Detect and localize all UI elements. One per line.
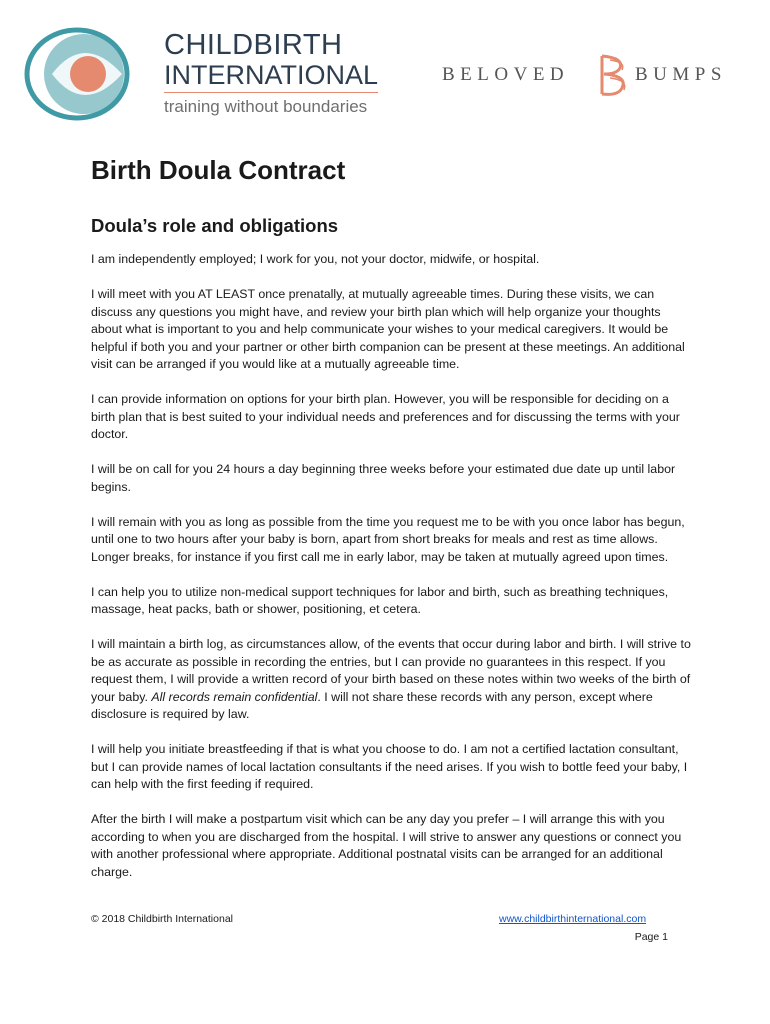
document-body	[91, 251, 691, 899]
section-heading: Doula’s role and obligations	[91, 215, 339, 236]
document-title: Birth Doula Contract	[91, 155, 346, 185]
beloved-bumps-logo	[442, 50, 742, 100]
birth-log-text-before: I will maintain a birth log, as circumstances allow, of the events that occur during labor and birth. I will strive to be as accurate as possible in recording the entries, but I can provide no guarantees in this respect. If you request them, I will provide a written record of your birth based on these notes within two weeks of the birth of your baby.	[91, 637, 691, 704]
footer-copyright: © 2018 Childbirth International	[91, 913, 233, 925]
paragraph-birth-log	[91, 636, 691, 724]
paragraph-labor-support: I will remain with you as long as possible from the time you request me to be with you once labor has begun, until one to two hours after your baby is born, apart from short breaks for meals and rest as time allows. Longer breaks, for instance if you first call me in early labor, may be taken at mutually agreed upon times.	[91, 514, 685, 564]
paragraph-breastfeeding: I will help you initiate breastfeeding if that is what you choose to do. I am not a certified lactation consultant, but I can provide names of local lactation consultants if the need arises. If you wish to bottle feed your baby, I can help with the first feeding if required.	[91, 742, 688, 791]
birth-log-emphasis: All records remain confidential	[151, 689, 318, 704]
bb-monogram-icon	[592, 52, 632, 98]
ci-emblem-icon	[22, 22, 152, 122]
paragraph-on-call: I will be on call for you 24 hours a day beginning three weeks before your estimated due date up until labor begins.	[91, 462, 676, 494]
ci-name-line1: CHILDBIRTH	[164, 29, 343, 61]
ci-tagline: training without boundaries	[164, 97, 368, 116]
footer-website-link[interactable]: www.childbirthinternational.com	[499, 913, 647, 925]
bb-right-text: BUMPS	[635, 64, 727, 85]
paragraph-employment: I am independently employed; I work for you, not your doctor, midwife, or hospital.	[91, 252, 540, 266]
paragraph-postpartum: After the birth I will make a postpartum visit which can be any day you prefer – I will arrange this with you according to when you are discharged from the hospital. I will strive to answer any questions or connect you with another professional where appropriate. Additional postnatal visits can be arranged for an additional charge.	[91, 812, 682, 879]
paragraph-prenatal-meetings: I will meet with you AT LEAST once prenatally, at mutually agreeable times. During these visits, we can discuss any questions you might have, and review your birth plan which will help organize your thoughts about what is important to you and help communicate your wishes to your medical caregivers. It would be helpful if both you and your partner or other birth companion can be present at these meetings. An additional visit can be arranged if you would like at a mutually agreeable time.	[91, 287, 685, 371]
paragraph-techniques: I can help you to utilize non-medical support techniques for labor and birth, such as breathing techniques, massage, heat packs, bath or shower, positioning, et cetera.	[91, 584, 669, 616]
footer-page-number: Page 1	[634, 931, 668, 943]
paragraph-birth-plan: I can provide information on options for your birth plan. However, you will be responsible for deciding on a birth plan that is best suited to your individual needs and preferences and for discussing the terms with your doctor.	[91, 392, 680, 441]
birth-log-text-after: . I will not share these records with any person, except where disclosure is required by law.	[91, 689, 653, 721]
ci-name-line2: INTERNATIONAL	[164, 60, 378, 93]
childbirth-international-logo	[22, 22, 379, 122]
bb-left-text: BELOVED	[442, 64, 570, 85]
